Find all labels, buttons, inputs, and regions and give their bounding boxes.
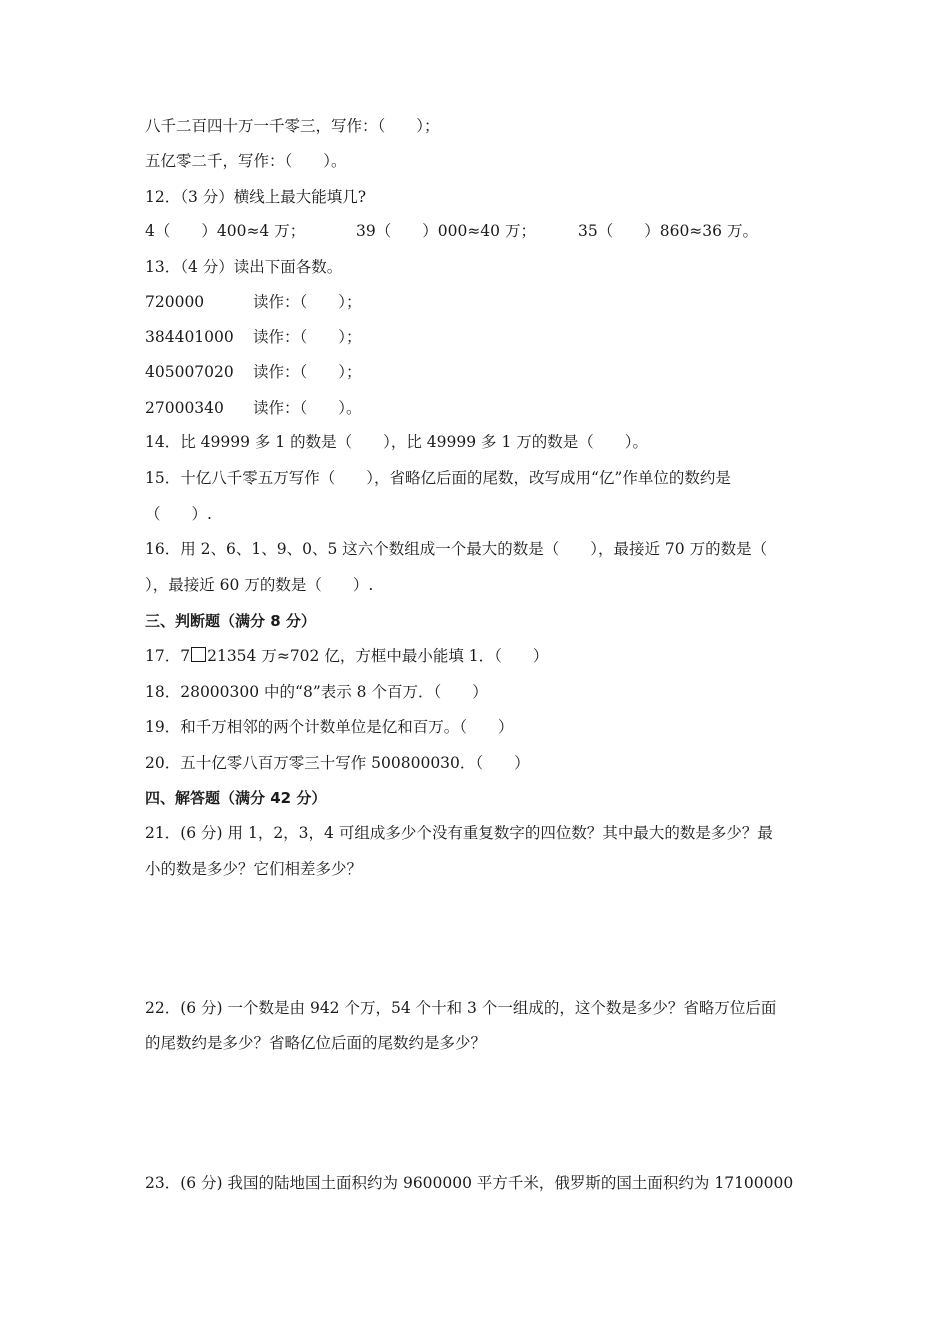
question-17 [145, 645, 548, 667]
q13-read: 读作：（ ）； [253, 293, 362, 311]
question-14: 14．比 49999 多 1 的数是（ ），比 49999 多 1 万的数是（ ）。 [145, 433, 648, 451]
question-21-line2: 小的数是多少？它们相差多少？ [145, 860, 363, 878]
question-15-line1: 15．十亿八千零五万写作（ ），省略亿后面的尾数，改写成用“亿”作单位的数约是 [145, 469, 731, 487]
question-23-line1: 23．(6 分) 我国的陆地国土面积约为 9600000 平方千米，俄罗斯的国土面积约为 17100000 [145, 1174, 794, 1192]
q13-number: 27000340 [145, 399, 224, 417]
question-18: 18．28000300 中的“8”表示 8 个百万．（ ） [145, 683, 488, 701]
blank-square-icon [191, 647, 206, 662]
q17-prefix: 17．7 [145, 647, 191, 665]
q12-item-a: 4（ ）400≈4 万； [145, 222, 306, 240]
question-15-line2: （ ）. [145, 505, 212, 523]
question-19: 19．和千万相邻的两个计数单位是亿和百万。（ ） [145, 718, 514, 736]
q13-number: 720000 [145, 293, 205, 311]
q13-read: 读作：（ ）； [253, 328, 362, 346]
question-16-line2: ），最接近 60 万的数是（ ）. [145, 576, 374, 594]
question-12: 12．（3 分）横线上最大能填几? [145, 188, 367, 206]
section-3-heading: 三、判断题（满分 8 分） [145, 612, 316, 630]
question-13: 13．（4 分）读出下面各数。 [145, 258, 343, 276]
line-write-2: 五亿零二千，写作：（ ）。 [145, 152, 347, 170]
question-16-line1: 16．用 2、6、1、9、0、5 这六个数组成一个最大的数是（ ），最接近 70 万的数是（ [145, 540, 768, 558]
q12-item-b: 39（ ）000≈40 万； [356, 222, 536, 240]
q13-number: 384401000 [145, 328, 234, 346]
q12-item-c: 35（ ）860≈36 万。 [578, 222, 758, 240]
q13-read: 读作：（ ）； [253, 363, 362, 381]
q13-read: 读作：（ ）。 [253, 399, 362, 417]
question-22-line1: 22．(6 分) 一个数是由 942 个万，54 个十和 3 个一组成的，这个数是多少？省略万位后面 [145, 999, 777, 1017]
question-20: 20．五十亿零八百万零三十写作 500800030．（ ） [145, 754, 530, 772]
q17-suffix: 21354 万≈702 亿，方框中最小能填 1．（ ） [207, 647, 549, 665]
section-4-heading: 四、解答题（满分 42 分） [145, 789, 327, 807]
question-22-line2: 的尾数约是多少？省略亿位后面的尾数约是多少？ [145, 1034, 487, 1052]
line-write-1: 八千二百四十万一千零三，写作：（ ）； [145, 117, 440, 135]
question-21-line1: 21．(6 分) 用 1，2，3，4 可组成多少个没有重复数字的四位数？其中最大的数是多少？最 [145, 824, 773, 842]
q13-number: 405007020 [145, 363, 234, 381]
